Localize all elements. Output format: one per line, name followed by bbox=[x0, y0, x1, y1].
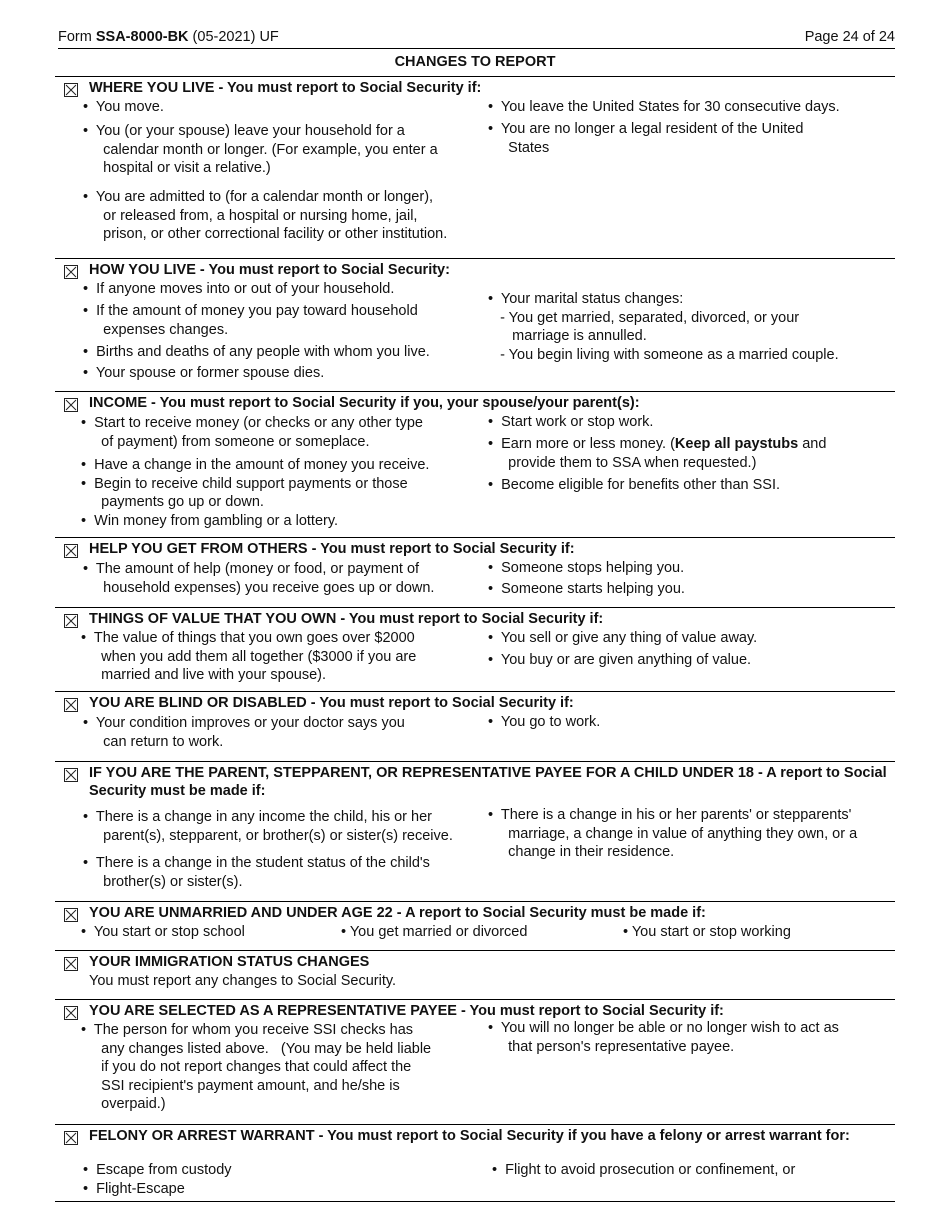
section-blind-or-disabled bbox=[55, 691, 895, 761]
list-item: • You get married or divorced bbox=[341, 924, 528, 940]
checkbox[interactable] bbox=[64, 698, 78, 712]
list-item: • If the amount of money you pay toward household expenses changes. bbox=[83, 303, 418, 338]
list-item bbox=[488, 435, 826, 472]
x-mark-icon bbox=[65, 266, 77, 278]
list-item: • Someone stops helping you. bbox=[488, 560, 685, 576]
list-item: • Start to receive money (or checks or any other type of payment) from someone or someplace. bbox=[81, 415, 423, 450]
section-heading: FELONY OR ARREST WARRANT - You must report to Social Security if you have a felony or arrest warrant for: bbox=[89, 1128, 850, 1144]
x-mark-icon bbox=[65, 84, 77, 96]
list-item: • Have a change in the amount of money you receive. • Begin to receive child support payments or those payments go up or down. • Win money from gambling or a lottery. bbox=[81, 457, 430, 529]
list-item: • You (or your spouse) leave your household for a calendar month or longer. (For example, you enter a hospital or visit a relative.) bbox=[83, 123, 438, 176]
checkbox[interactable] bbox=[64, 265, 78, 279]
checkbox[interactable] bbox=[64, 768, 78, 782]
list-item: • You move. bbox=[83, 99, 164, 115]
list-item: • If anyone moves into or out of your household. bbox=[83, 281, 395, 297]
item-emphasis: Keep all paystubs bbox=[674, 436, 799, 452]
checkbox[interactable] bbox=[64, 398, 78, 412]
section-immigration-status bbox=[55, 950, 895, 999]
checkbox[interactable] bbox=[64, 614, 78, 628]
checkbox[interactable] bbox=[64, 83, 78, 97]
list-item: • Start work or stop work. bbox=[488, 414, 654, 430]
checkbox[interactable] bbox=[64, 544, 78, 558]
checkbox[interactable] bbox=[64, 1006, 78, 1020]
section-representative-payee bbox=[55, 999, 895, 1124]
page-title: CHANGES TO REPORT bbox=[394, 54, 556, 70]
list-item: • The value of things that you own goes over $2000 when you add them all together ($3000 if you are married and live with your spouse). bbox=[81, 630, 417, 683]
list-item: • You are admitted to (for a calendar month or longer), or released from, a hospital or nursing home, jail, prison, or other correctional facility or other institution. bbox=[83, 189, 448, 242]
x-mark-icon bbox=[65, 545, 77, 557]
section-where-you-live bbox=[55, 76, 895, 258]
x-mark-icon bbox=[65, 769, 77, 781]
form-prefix: Form bbox=[58, 29, 96, 45]
list-item: • You leave the United States for 30 consecutive days. bbox=[488, 99, 840, 115]
list-item: • You sell or give any thing of value away. bbox=[488, 630, 758, 646]
list-item: • The amount of help (money or food, or payment of household expenses) you receive goes up or down. bbox=[83, 561, 435, 596]
section-text: You must report any changes to Social Security. bbox=[89, 973, 397, 989]
section-heading: WHERE YOU LIVE - You must report to Social Security if: bbox=[89, 80, 482, 96]
section-heading: YOU ARE BLIND OR DISABLED - You must report to Social Security if: bbox=[89, 695, 574, 711]
list-item: • You start or stop school bbox=[81, 924, 245, 940]
page-number: Page 24 of 24 bbox=[804, 29, 895, 45]
section-unmarried-under-22 bbox=[55, 901, 895, 950]
list-item: • Escape from custody • Flight-Escape bbox=[83, 1162, 232, 1197]
section-heading: HOW YOU LIVE - You must report to Social Security: bbox=[89, 262, 450, 278]
list-item: • The person for whom you receive SSI checks has any changes listed above. (You may be held liable if you do not report changes that could affect the SSI recipient's payment amount, and he/she is overpaid.) bbox=[81, 1022, 432, 1112]
checkbox[interactable] bbox=[64, 957, 78, 971]
x-mark-icon bbox=[65, 1132, 77, 1144]
section-heading: INCOME - You must report to Social Security if you, your spouse/your parent(s): bbox=[89, 395, 640, 411]
list-item: • You buy or are given anything of value. bbox=[488, 652, 752, 668]
list-item: • Births and deaths of any people with whom you live. bbox=[83, 344, 430, 360]
list-item: • There is a change in his or her parents' or stepparents' marriage, a change in value of anything they own, or a change in their residence. bbox=[488, 807, 858, 860]
form-identifier bbox=[58, 29, 279, 45]
section-heading: HELP YOU GET FROM OTHERS - You must report to Social Security if: bbox=[89, 541, 575, 557]
list-item: • You are no longer a legal resident of the United States bbox=[488, 121, 804, 156]
section-help-from-others bbox=[55, 537, 895, 607]
x-mark-icon bbox=[65, 909, 77, 921]
checkbox[interactable] bbox=[64, 1131, 78, 1145]
section-income bbox=[55, 391, 895, 537]
item-text: and provide them to SSA when requested.) bbox=[508, 436, 827, 471]
x-mark-icon bbox=[65, 958, 77, 970]
section-heading: THINGS OF VALUE THAT YOU OWN - You must report to Social Security if: bbox=[89, 611, 604, 627]
form-id: SSA-8000-BK bbox=[95, 29, 189, 45]
list-item: • Someone starts helping you. bbox=[488, 581, 685, 597]
form-suffix: (05-2021) UF bbox=[188, 29, 279, 45]
section-how-you-live bbox=[55, 258, 895, 391]
section-things-of-value bbox=[55, 607, 895, 691]
list-item: • You go to work. bbox=[488, 714, 601, 730]
item-text: • Earn more or less money. ( bbox=[488, 436, 675, 452]
x-mark-icon bbox=[65, 699, 77, 711]
list-item: • Your marital status changes: - You get married, separated, divorced, or your marriage is annulled. - You begin living with someone as a married couple. bbox=[488, 291, 839, 363]
section-heading: IF YOU ARE THE PARENT, STEPPARENT, OR REPRESENTATIVE PAYEE FOR A CHILD UNDER 18 - A report to Social Security must be made if: bbox=[89, 765, 887, 799]
x-mark-icon bbox=[65, 615, 77, 627]
x-mark-icon bbox=[65, 1007, 77, 1019]
section-felony-warrant bbox=[55, 1124, 895, 1202]
list-item: • There is a change in the student status of the child's brother(s) or sister(s). bbox=[83, 855, 430, 890]
list-item: • You will no longer be able or no longer wish to act as that person's representative payee. bbox=[488, 1020, 839, 1055]
list-item: • Your spouse or former spouse dies. bbox=[83, 365, 325, 381]
list-item: • Flight to avoid prosecution or confinement, or bbox=[492, 1162, 796, 1178]
list-item: • You start or stop working bbox=[623, 924, 791, 940]
list-item: • Your condition improves or your doctor says you can return to work. bbox=[83, 715, 405, 750]
section-heading: YOU ARE UNMARRIED AND UNDER AGE 22 - A report to Social Security must be made if: bbox=[89, 905, 706, 921]
checkbox[interactable] bbox=[64, 908, 78, 922]
section-heading: YOUR IMMIGRATION STATUS CHANGES bbox=[89, 954, 370, 970]
section-parent-of-child bbox=[55, 761, 895, 901]
list-item: • Become eligible for benefits other than SSI. bbox=[488, 477, 781, 493]
list-item: • There is a change in any income the child, his or her parent(s), stepparent, or brother(s) or sister(s) receive. bbox=[83, 809, 453, 844]
form-header bbox=[58, 28, 895, 49]
section-heading: YOU ARE SELECTED AS A REPRESENTATIVE PAYEE - You must report to Social Security if: bbox=[89, 1003, 724, 1019]
x-mark-icon bbox=[65, 399, 77, 411]
